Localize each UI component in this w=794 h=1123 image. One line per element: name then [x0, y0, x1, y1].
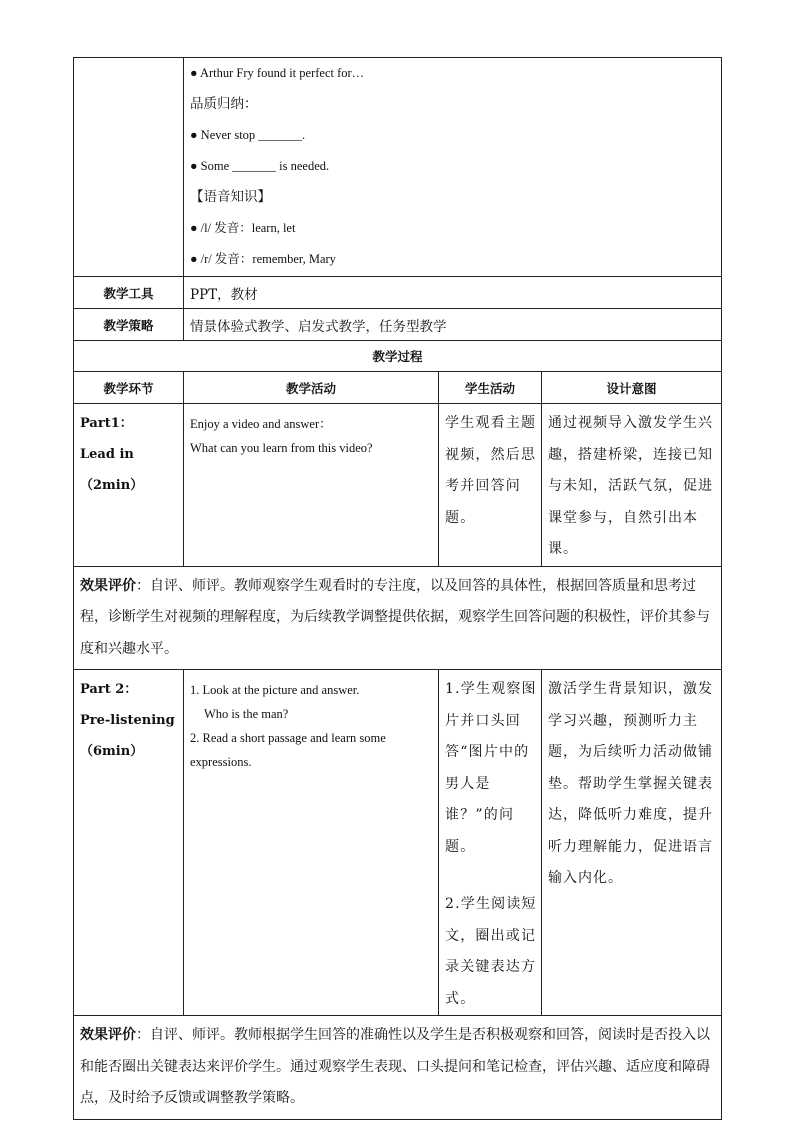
header-intent: 设计意图 [542, 372, 722, 404]
header-stage: 教学环节 [74, 372, 184, 404]
activity-line: 2. Read a short passage and learn some [190, 731, 386, 745]
header-student: 学生活动 [439, 372, 542, 404]
part1-duration: （2min） [80, 478, 144, 493]
evaluation-title: 效果评价 [80, 1027, 136, 1043]
section-heading: 【语音知识】 [190, 189, 271, 205]
text-line: ● Arthur Fry found it perfect for… [190, 66, 365, 80]
text-line: ● /l/ 发音：learn, let [190, 221, 296, 235]
evaluation-text: ：自评、师评。教师根据学生回答的准确性以及学生是否积极观察和回答，阅读时是否投入以和能否圈出关键表达来评价学生。通过观察学生表现、口头提问和笔记检查，评估兴趣、适应度和障碍点，及时给予反馈或调整教学策略。 [80, 1027, 710, 1106]
part1-intent: 通过视频导入激发学生兴趣，搭建桥梁，连接已知与未知，活跃气氛，促进课堂参与，自然引出本课。 [542, 404, 722, 567]
part2-intent: 激活学生背景知识，激发学习兴趣，预测听力主题，为后续听力活动做铺垫。帮助学生掌握关键表达，降低听力难度，提升听力理解能力，促进语言输入内化。 [542, 670, 722, 1016]
activity-line: 1. Look at the picture and answer. [190, 683, 360, 697]
part1-stage [74, 404, 184, 567]
activity-line: Who is the man? [204, 707, 289, 721]
strategy-label: 教学策略 [74, 309, 184, 341]
activity-line: Enjoy a video and answer： [190, 417, 332, 431]
part1-title: Part1： [80, 416, 133, 431]
part2-stage [74, 670, 184, 1016]
evaluation-text: ：自评、师评。教师观察学生观看时的专注度，以及回答的具体性，根据回答质量和思考过程，诊断学生对视频的理解程度，为后续教学调整提供依据，观察学生回答问题的积极性，评价其参与度和兴趣水平。 [80, 577, 710, 657]
part2-student [439, 670, 542, 1016]
part2-name: Pre-listening [80, 713, 175, 728]
text-line: ● /r/ 发音：remember, Mary [190, 252, 336, 266]
lesson-plan-table [73, 57, 721, 1120]
evaluation-title: 效果评价 [80, 577, 136, 594]
part2-title: Part 2： [80, 682, 138, 697]
part1-student: 学生观看主题视频，然后思考并回答问题。 [439, 404, 542, 567]
text-line: 品质归纳： [190, 96, 258, 112]
part1-name: Lead in [80, 447, 134, 462]
tools-value: PPT，教材 [184, 277, 722, 309]
language-knowledge-cell [184, 58, 722, 277]
tools-label: 教学工具 [74, 277, 184, 309]
top-left-cell [74, 58, 184, 277]
part2-activity [184, 670, 439, 1016]
activity-line: What can you learn from this video? [190, 441, 373, 455]
student-step-2: 2.学生阅读短文，圈出或记录关键表达方式。 [445, 896, 537, 1007]
evaluation-2 [74, 1016, 722, 1120]
header-activity: 教学活动 [184, 372, 439, 404]
part1-activity [184, 404, 439, 567]
part2-duration: （6min） [80, 744, 144, 759]
strategy-value: 情景体验式教学、启发式教学，任务型教学 [184, 309, 722, 341]
student-step-1: 1.学生观察图片并口头回答“图片中的男人是谁？”的问题。 [445, 681, 537, 855]
text-line: ● Never stop _______. [190, 128, 306, 142]
activity-line: expressions. [190, 755, 252, 769]
text-line: ● Some _______ is needed. [190, 159, 330, 173]
process-title: 教学过程 [74, 341, 722, 372]
evaluation-1 [74, 566, 722, 670]
